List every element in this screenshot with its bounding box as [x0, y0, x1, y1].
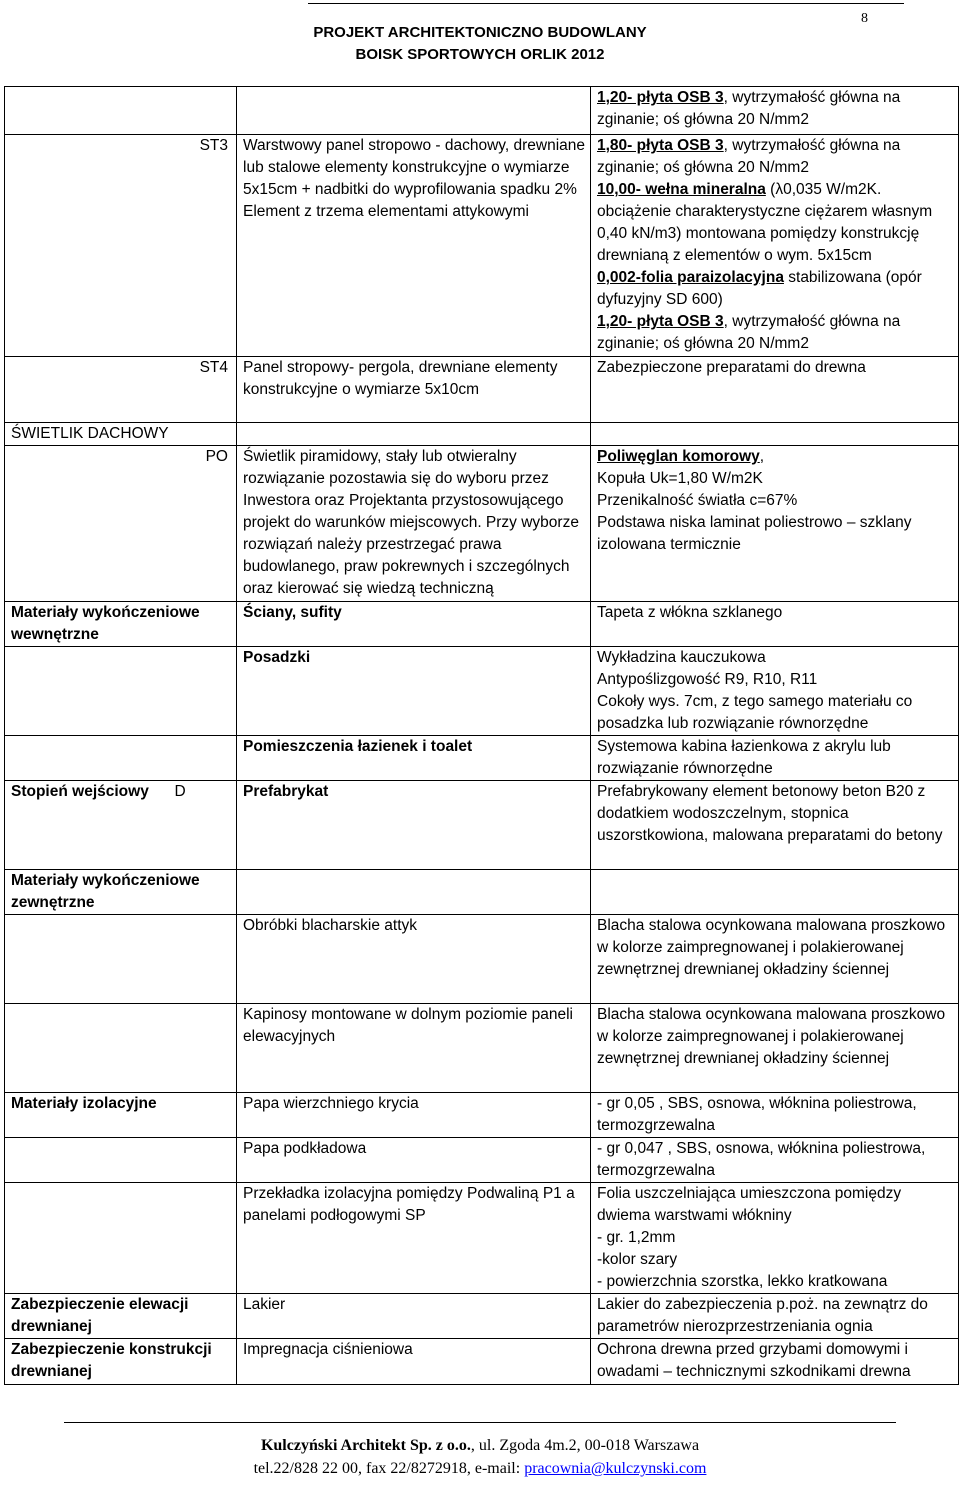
table-row — [5, 446, 959, 602]
table-row — [5, 1004, 959, 1093]
cell-element: Prefabrykat — [237, 781, 591, 870]
cell-material: Zabezpieczone preparatami do drewna — [591, 357, 959, 423]
table-row — [5, 781, 959, 870]
table-row — [5, 135, 959, 357]
table-row — [5, 736, 959, 781]
table-row — [5, 357, 959, 423]
specification-table — [4, 86, 959, 1385]
page-number: 8 — [861, 11, 868, 26]
header-line-1: PROJEKT ARCHITEKTONICZNO BUDOWLANY — [313, 24, 647, 41]
cell-element — [237, 87, 591, 135]
company-address: , ul. Zgoda 4m.2, 00-018 Warszawa — [470, 1437, 700, 1454]
cell-element: Impregnacja ciśnieniowa — [237, 1339, 591, 1385]
table-row — [5, 915, 959, 1004]
element-code: ST3 — [175, 135, 237, 357]
cell-element: Warstwowy panel stropowo - dachowy, drewniane lub stalowe elementy konstrukcyjne o wymiarze 5x15cm + nadbitki do wyprofilowania spadku 2% Element z trzema elementami attykowymi — [237, 135, 591, 357]
table-row — [5, 647, 959, 736]
cell-material: Blacha stalowa ocynkowana malowana proszkowo w kolorze zaimpregnowanej i polakierowanej zewnętrznej drewnianej okładziny ściennej — [591, 915, 959, 1004]
cell-material: Lakier do zabezpieczenia p.poż. na zewnątrz do parametrów nierozprzestrzeniania ognia — [591, 1294, 959, 1339]
email-link[interactable]: pracownia@kulczynski.com — [524, 1460, 707, 1477]
cell-material: Tapeta z włókna szklanego — [591, 602, 959, 647]
cell-element: Przekładka izolacyjna pomiędzy Podwaliną P1 a panelami podłogowymi SP — [237, 1183, 591, 1294]
cell-material: Ochrona drewna przed grzybami domowymi i owadami – technicznymi szkodnikami drewna — [591, 1339, 959, 1385]
cell-element: Świetlik piramidowy, stały lub otwieralny rozwiązanie pozostawia się do wyboru przez Inwestora oraz Projektanta przystosowującego projekt do warunków miejscowych. Przy wyborze rozwiązań należy przestrzegać prawa budowlanego, praw pokrewnych i szczególnych oraz kierować się wiedzą techniczną — [237, 446, 591, 602]
cell-element: Ściany, sufity — [237, 602, 591, 647]
cell-element: Panel stropowy- pergola, drewniane elementy konstrukcyjne o wymiarze 5x10cm — [237, 357, 591, 423]
cell-material: Blacha stalowa ocynkowana malowana proszkowo w kolorze zaimpregnowanej i polakierowanej zewnętrznej drewnianej okładziny ściennej — [591, 1004, 959, 1093]
section-label: Zabezpieczenie elewacji drewnianej — [5, 1294, 237, 1339]
table-row — [5, 1339, 959, 1385]
section-label: Materiały izolacyjne — [5, 1093, 237, 1138]
table-row — [5, 87, 959, 135]
section-label: Materiały wykończeniowe zewnętrzne — [5, 870, 237, 915]
document-header — [0, 22, 960, 66]
cell-material: - gr 0,05 , SBS, osnowa, włóknina poliestrowa, termozgrzewalna — [591, 1093, 959, 1138]
table-row — [5, 423, 959, 446]
company-name: Kulczyński Architekt Sp. z o.o. — [260, 1437, 471, 1454]
cell-material: Wykładzina kauczukowa Antypoślizgowość R9, R10, R11 Cokoły wys. 7cm, z tego samego materiału co posadzka lub rozwiązanie równorzędne — [591, 647, 959, 736]
cell-material: Folia uszczelniająca umieszczona pomiędzy dwiema warstwami włókniny - gr. 1,2mm -kolor szary - powierzchnia szorstka, lekko kratkowana — [591, 1183, 959, 1294]
cell-material: 1,80- płyta OSB 3, wytrzymałość główna na zginanie; oś główna 20 N/mm2 10,00- wełna mineralna (λ0,035 W/m2K. obciążenie charakterystyczne ciężarem własnym 0,40 kN/m3) montowana pomiędzy konstrukcję drewnianą z elementów o wym. 5x15cm 0,002-folia paraizolacyjna stabilizowana (opór dyfuzyjny SD 600) 1,20- płyta OSB 3, wytrzymałość główna na zginanie; oś główna 20 N/mm2 — [591, 135, 959, 357]
cell-material: Systemowa kabina łazienkowa z akrylu lub rozwiązanie równorzędne — [591, 736, 959, 781]
header-line-2: BOISK SPORTOWYCH ORLIK 2012 — [355, 46, 605, 63]
element-code: D — [175, 781, 237, 870]
cell-element: Papa podkładowa — [237, 1138, 591, 1183]
cell-element: Obróbki blacharskie attyk — [237, 915, 591, 1004]
element-code: PO — [175, 446, 237, 602]
table-row — [5, 1138, 959, 1183]
section-label: ŚWIETLIK DACHOWY — [5, 423, 175, 446]
section-label: Materiały wykończeniowe wewnętrzne — [5, 602, 237, 647]
cell-material: Poliwęglan komorowy, Kopuła Uk=1,80 W/m2K Przenikalność światła c=67% Podstawa niska laminat poliestrowo – szklany izolowana termicznie — [591, 446, 959, 602]
contact-info: tel.22/828 22 00, fax 22/8272918, e-mail: — [253, 1460, 525, 1477]
section-label: Zabezpieczenie konstrukcji drewnianej — [5, 1339, 237, 1385]
section-label: Stopień wejściowy — [5, 781, 175, 870]
cell-material: - gr 0,047 , SBS, osnowa, włóknina poliestrowa, termozgrzewalna — [591, 1138, 959, 1183]
cell-material: Prefabrykowany element betonowy beton B20 z dodatkiem wodoszczelnym, stopnica uszorstkowiona, malowana preparatami do betony — [591, 781, 959, 870]
cell-element: Posadzki — [237, 647, 591, 736]
element-code: ST4 — [175, 357, 237, 423]
cell-element: Pomieszczenia łazienek i toalet — [237, 736, 591, 781]
cell-element: Lakier — [237, 1294, 591, 1339]
table-row — [5, 602, 959, 647]
footer-rule — [64, 1422, 896, 1423]
table-row — [5, 870, 959, 915]
cell-element: Papa wierzchniego krycia — [237, 1093, 591, 1138]
table-row — [5, 1183, 959, 1294]
table-row — [5, 1294, 959, 1339]
cell-material: 1,20- płyta OSB 3, wytrzymałość główna na zginanie; oś główna 20 N/mm2 — [591, 87, 959, 135]
document-footer — [0, 1434, 960, 1480]
header-rule — [308, 3, 904, 4]
cell-element: Kapinosy montowane w dolnym poziomie paneli elewacyjnych — [237, 1004, 591, 1093]
table-row — [5, 1093, 959, 1138]
